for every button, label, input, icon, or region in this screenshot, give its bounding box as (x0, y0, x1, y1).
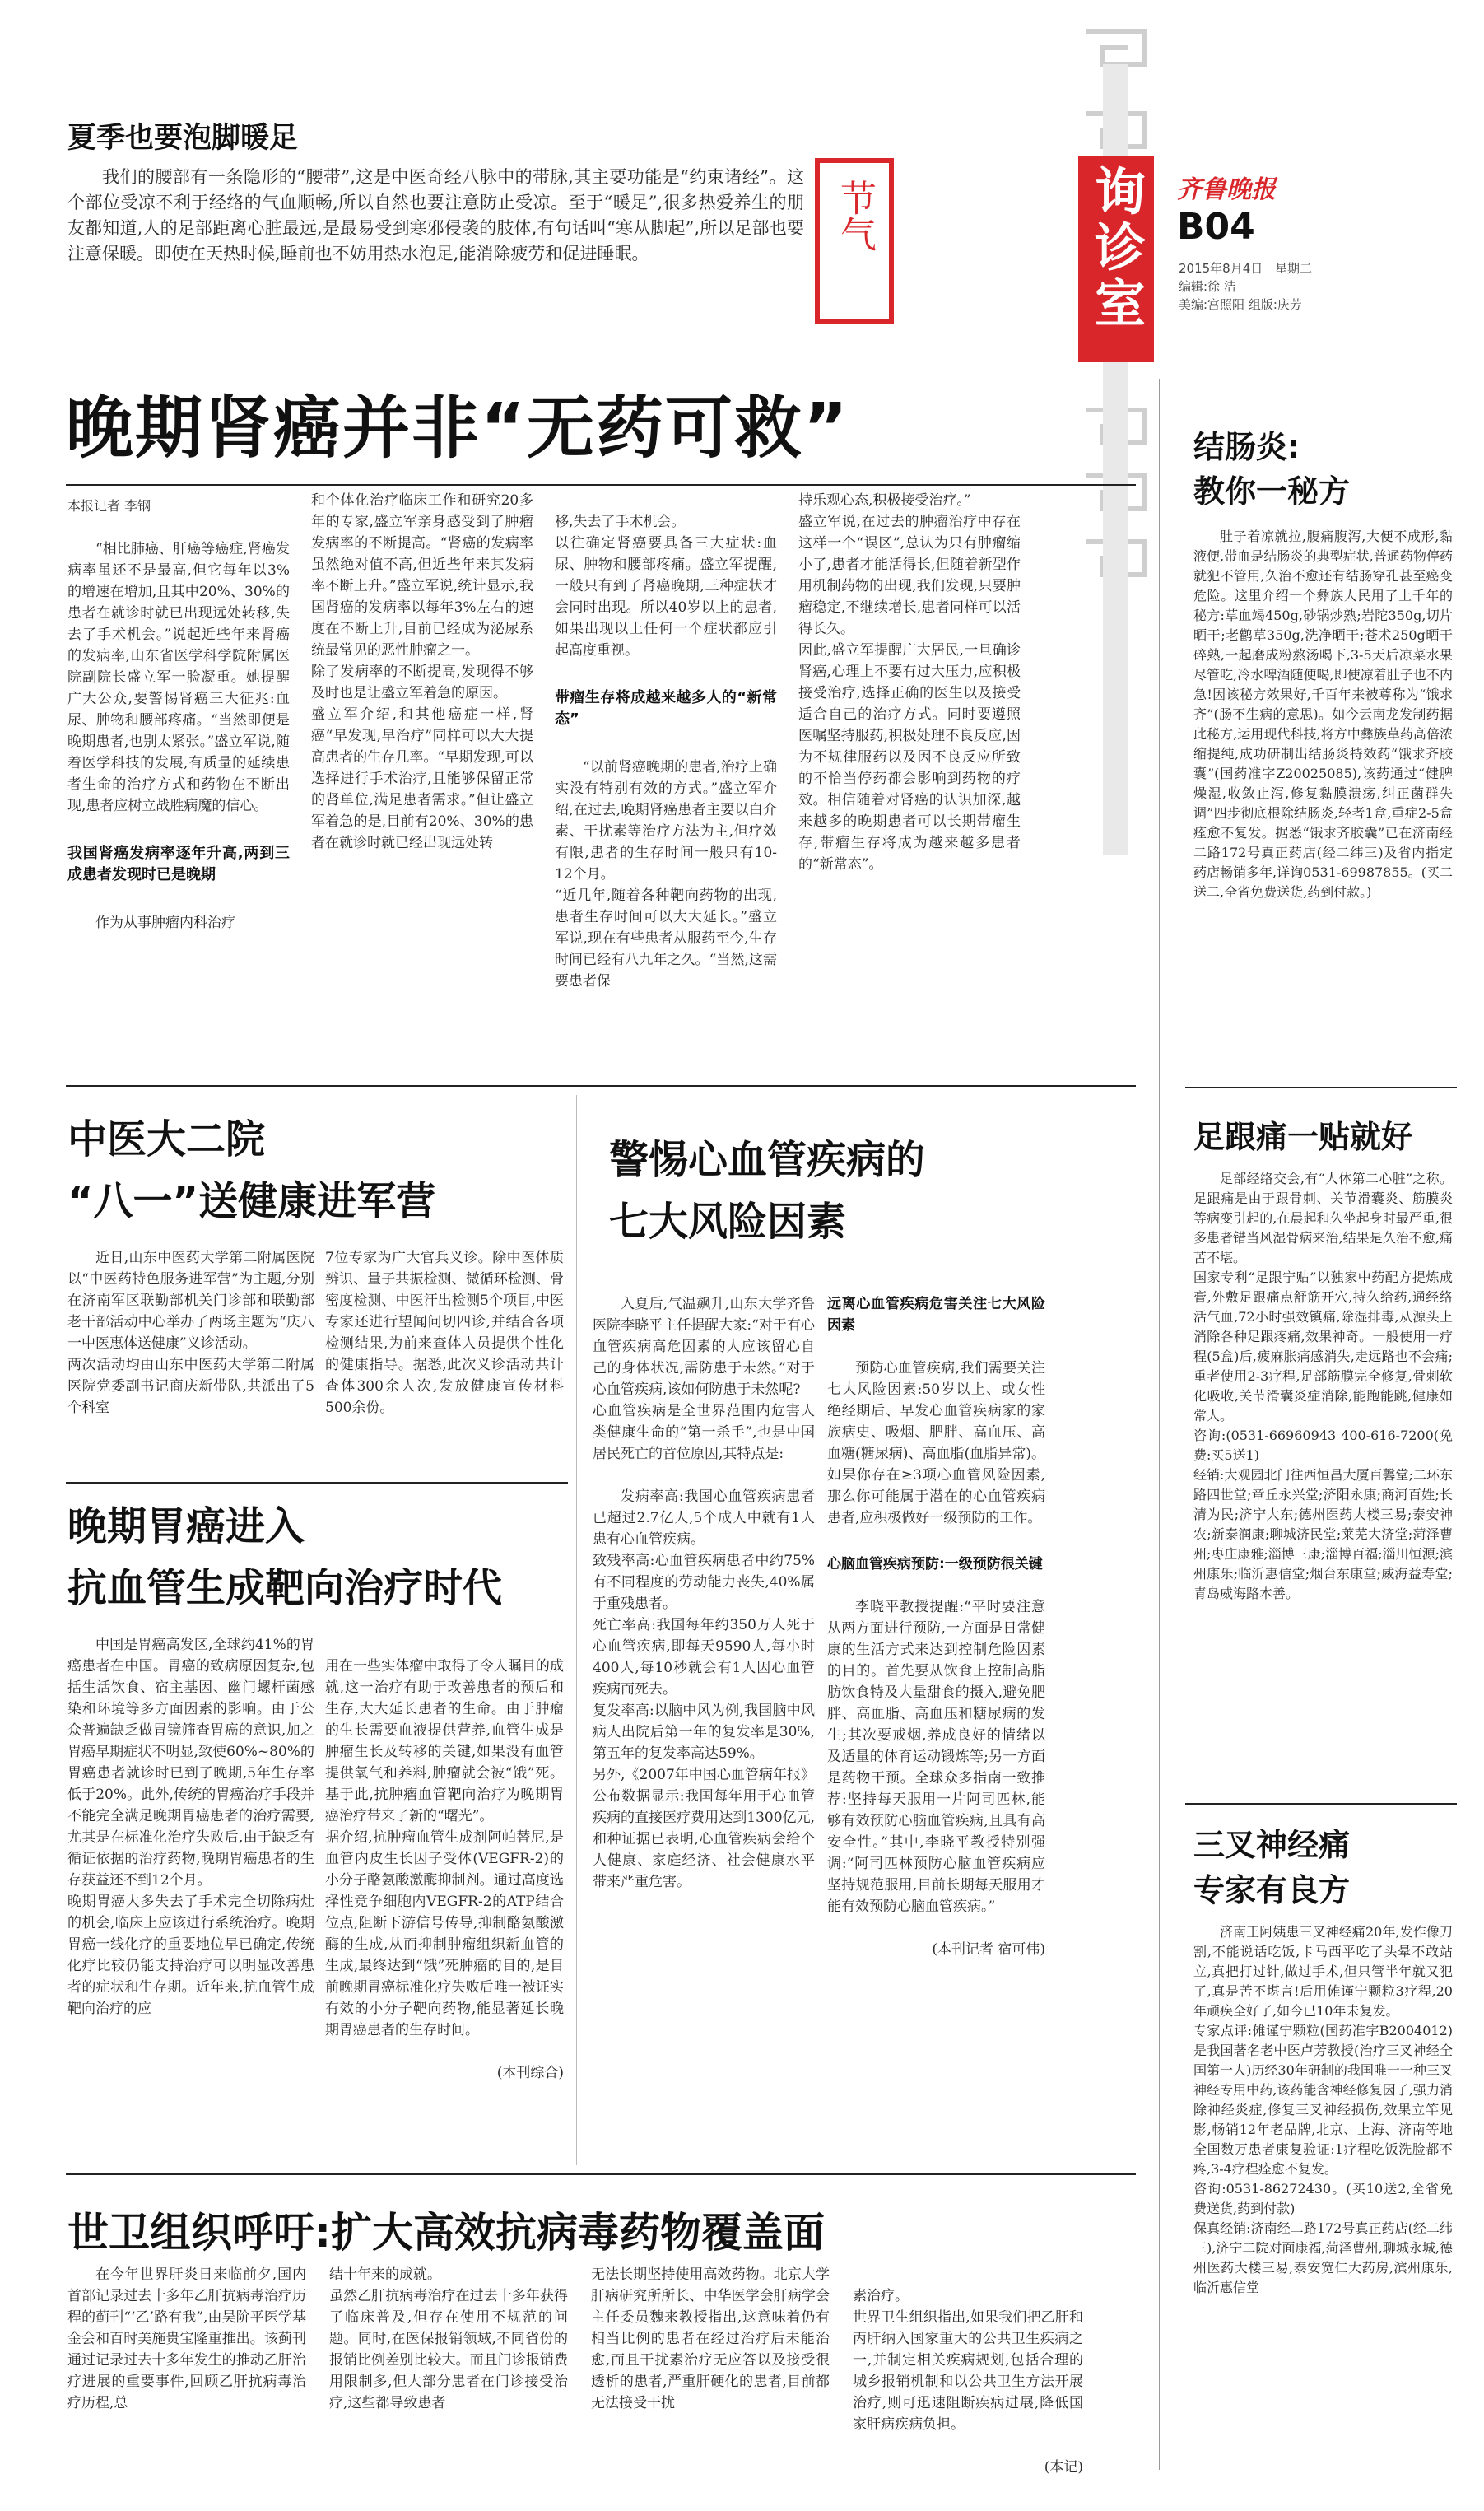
cardio-col-2 (827, 1272, 1045, 2165)
kidney-col1-tail: 作为从事肿瘤内科治疗 (95, 915, 235, 931)
army-col-2: 7位专家为广大官兵义诊。除中医体质辨识、量子共振检测、微循环检测、骨密度检测、中医汗出检测5个项目,中医专家还进行望闻问切四诊,并结合各项检测结果,为前来查体人员提供个性化的健康指导。据悉,此次义诊活动共计查体300余人次,发放健康宣传材料500余份。 (325, 1250, 564, 1416)
stomach-col2-text: 用在一些实体瘤中取得了令人瞩目的成就,这一治疗有助于改善患者的预后和生存,大大延长患者的生命。由于肿瘤的生长需要血液提供营养,血管生成是肿瘤生长及转移的关键,如果没有血管提供氧气和养料,肿瘤就会被“饿”死。基于此,抗肿瘤血管靶向治疗为晚期胃癌治疗带来了新的“曙光”。 据介绍,抗肿瘤血管生成剂阿帕替尼,是血管内皮生长因子受体(VEGFR-2)的小分子酪氨酸激酶抑制剂。通过高度选择性竞争细胞内VEGFR-2的ATP结合位点,阻断下游信号传导,抑制酪氨酸激酶的生成,从而抑制肿瘤组织新血管的生成,最终达到“饿”死肿瘤的目的,是目前晚期胃癌标准化疗失败后唯一被证实有效的小分子靶向药物,能显著延长晚期胃癌患者的生存时间。 (325, 1658, 564, 2038)
design-credit: 美编:宫照阳 组版:庆芳 (1179, 297, 1302, 312)
foot-bath-title: 夏季也要泡脚暖足 (67, 122, 299, 155)
divider (66, 1482, 568, 1484)
divider (1185, 1087, 1457, 1088)
stomach-title-2: 抗血管生成靶向治疗时代 (67, 1565, 503, 1611)
kidney-subhead-2: 带瘤生存将成越来越多人的“新常态” (555, 689, 777, 728)
cardio-col1-text: 入夏后,气温飙升,山东大学齐鲁医院李晓平主任提醒大家:“对于有心血管疾病高危因素的人应该留心自己的身体状况,需防患于未然。”对于心血管疾病,该如何防患于未然呢? 心血管疾病是全世界范围内危害人类健康生命的“第一杀手”,也是中国居民死亡的首位原因,其特点是: (593, 1296, 815, 1462)
divider (66, 484, 1136, 486)
divider (66, 1085, 1136, 1087)
stomach-credit: (本刊综合) (496, 2065, 564, 2081)
right-column-rule (1159, 379, 1160, 2470)
column-rule (576, 1095, 577, 2165)
kidney-col1-text: “相比肺癌、肝癌等癌症,肾癌发病率虽还不是最高,但它每年以3%的增速在增加,且其中20%、30%的患者在就诊时就已出现远处转移,失去了手术机会。”说起近些年来肾癌的发病率,山东省医学科学院附属医院副院长盛立军一脸凝重。她提醒广大公众,要警惕肾癌三大征兆:血尿、肿物和腰部疼痛。“当然即便是晚期患者,也别太紧张。”盛立军说,随着医学科技的发展,有质量的延续患者生命的治疗方式和药物在不断出现,患者应树立战胜病魔的信心。 (67, 541, 290, 814)
colitis-title-2: 教你一秘方 (1193, 473, 1351, 510)
heel-title: 足跟痛一贴就好 (1193, 1119, 1413, 1155)
section-title: 询诊室 (1086, 165, 1147, 333)
who-col-1: 在今年世界肝炎日来临前夕,国内首部记录过去十多年乙肝抗病毒治疗历程的蓟刊“‘乙’路有我”,由吴阶平医学基金会和百时美施贵宝隆重推出。该蓟刊通过记录过去十多年发生的推动乙肝治疗进展的重要事件,回顾乙肝抗病毒治疗历程,总 (67, 2266, 306, 2411)
cardio-subhead-2: 心脑血管疾病预防:一级预防很关键 (827, 1556, 1043, 1572)
divider (1185, 1803, 1457, 1805)
greek-key-border-icon (1070, 15, 1161, 863)
colitis-body: 肚子着凉就拉,腹痛腹泻,大便不成形,黏液便,带血是结肠炎的典型症状,普通药物停药就犯不管用,久治不愈还有结肠穿孔甚至癌变危险。这里介绍一个彝族人民用了上千年的秘方:草血竭450g,砂锅炒熟;岩陀350g,切片晒干;老鹳草350g,洗净晒干;苍术250g晒干碎熟,一起磨成粉熬汤喝下,3-5天后凉菜水果尽管吃,冷水啤酒随便喝,即使凉着肚子也不内急!因该秘方效果好,千百年来被尊称为“饿求齐”(肠不生病的意思)。如今云南龙发制药据此秘方,运用现代科技,将方中彝族草药高倍浓缩提纯,成功研制出结肠炎特效药“饿求齐胶囊”(国药准字Z20025085),该药通过“健脾燥湿,收敛止泻,修复黏膜溃疡,纠正菌群失调”四步彻底根除结肠炎,轻者1盒,重症2-5盒痊愈不复发。据悉“饿求齐胶囊”已在济南经二路172号真正药店(经二纬三)及省内指定药店畅销多年,详询0531-69987855。(买二送二,全省免费送货,药到付款。) (1193, 529, 1453, 900)
stomach-col-2 (325, 1634, 564, 2169)
trigeminal-body: 济南王阿姨患三叉神经痛20年,发作像刀割,不能说话吃饭,卡马西平吃了头晕不敢站立,真把打过针,做过手术,但只管半年就又犯了,真是苦不堪言!后用傩谨宁颗粒3疗程,20年顽疾全好了,如今已10年未复发。 专家点评:傩谨宁颗粒(国药准字B2004012)是我国著名老中医卢芳教授(治疗三叉神经全国第一人)历经30年研制的我国唯一一种三叉神经专用中药,该药能含神经修复因子,强力消除神经炎症,修复三叉神经损伤,效果立竿见影,畅销12年老品牌,北京、上海、济南等地全国数万患者康复验证:1疗程吃饭洗脸都不疼,3-4疗程痊愈不复发。 咨询:0531-86272430。(买10送2,全省免费送货,药到付款) 保真经销:济南经二路172号真正药店(经二纬三),济宁二院对面康福,菏泽曹州,聊城永城,德州医药大楼三易,泰安宽仁大药房,滨州康乐,临沂惠信堂 (1193, 1924, 1453, 2295)
who-title: 世卫组织呼吁:扩大高效抗病毒药物覆盖面 (67, 2209, 825, 2257)
trigeminal-title-2: 专家有良方 (1193, 1872, 1351, 1908)
paper-logo: 齐鲁晚报 (1177, 175, 1276, 204)
page-code: B04 (1177, 206, 1255, 248)
kidney-subhead-1: 我国肾癌发病率逐年升高,两到三成患者发现时已是晚期 (67, 845, 290, 883)
stomach-title-1: 晚期胃癌进入 (67, 1503, 305, 1549)
editor: 编辑:徐 洁 (1179, 279, 1236, 294)
kidney-col3-text: 移,失去了手术机会。 以往确定肾癌要具备三大症状:血尿、肿物和腰部疼痛。盛立军提醒,一般只有到了肾癌晚期,三种症状才会同时出现。所以40岁以上的患者,如果出现以上任何一个症状都应引起高度重视。 (555, 514, 777, 659)
who-col-2: 结十年来的成就。 虽然乙肝抗病毒治疗在过去十多年获得了临床普及,但存在使用不规范的问题。同时,在医保报销领域,不同省份的报销比例差别比较大。而且门诊报销费用限制多,但大部分患者在门诊接受治疗,这些都导致患者 (329, 2266, 568, 2411)
issue-date (1179, 259, 1312, 314)
who-col4-text: 素治疗。 世界卫生组织指出,如果我们把乙肝和丙肝纳入国家重大的公共卫生疾病之一,并制定相关疾病规划,包括合理的城乡报销机制和以公共卫生方法开展治疗,则可迅速阻断疾病进展,降低国家肝病疾病负担。 (853, 2288, 1083, 2433)
section-title-box (1078, 156, 1154, 362)
cardio-col2-b: 李晓平教授提醒:“平时要注意从两方面进行预防,一方面是日常健康的生活方式来达到控制危险因素的目的。首先要从饮食上控制高脂肪饮食特及大量甜食的摄入,避免肥胖、高血脂、高血压和糖尿病的发生;其次要戒烟,养成良好的情绪以及适量的体育运动锻炼等;另一方面是药物干预。全球众多指南一致推荐:坚持每天服用一片阿司匹林,能够有效预防心脑血管疾病,且具有高安全性。”其中,李晓平教授特别强调:“阿司匹林预防心脑血管疾病应坚持规范服用,目前长期每天服用才能有效预防心脑血管疾病。” (827, 1599, 1045, 1915)
cardio-col-1 (593, 1272, 815, 2165)
kidney-col3-tail: “以前肾癌晚期的患者,治疗上确实没有特别有效的方式。”盛立军介绍,在过去,晚期肾癌患者主要以白介素、干扰素等治疗方法为主,但疗效有限,患者的生存时间一般只有10-12个月。 “近几年,随着各种靶向药物的出现,患者生存时间可以大大延长。”盛立军说,现在有些患者从服药至今,生存时间已经有八九年之久。“当然,这需要患者保 (555, 759, 777, 990)
cardio-col2-a: 预防心血管疾病,我们需要关注七大风险因素:50岁以上、或女性绝经期后、早发心血管疾病家的家族病史、吸烟、肥胖、高血压、高血糖(糖尿病)、高血脂(血脂异常)。如果你存在≥3项心血管风险因素,那么你可能属于潜在的心血管疾病患者,应积极做好一级预防的工作。 (827, 1360, 1045, 1526)
army-title-2: “八一”送健康进军营 (67, 1178, 436, 1224)
who-col-4 (853, 2264, 1083, 2490)
season-tag-label: 节气 (834, 179, 876, 252)
colitis-title-1: 结肠炎: (1193, 429, 1300, 465)
cardio-credit: (本刊记者 宿可伟) (932, 1941, 1045, 1958)
kidney-col-4: 持乐观心态,积极接受治疗。” 盛立军说,在过去的肿瘤治疗中存在这样一个“误区”,总认为只有肿瘤缩小了,患者才能活得长,但随着新型作用机制药物的出现,我们发现,只要肿瘤稳定,不继续增长,患者同样可以活得长久。 因此,盛立军提醒广大居民,一旦确诊肾癌,心理上不要有过大压力,应积极接受治疗,选择正确的医生以及接受适合自己的治疗方式。同时要遵照医嘱坚持服药,积极处理不良反应,因为不规律服药以及因不良反应所致的不恰当停药都会影响到药物的疗效。相信随着对肾癌的认识加深,越来越多的晚期患者可以长期带瘤生存,带瘤生存将成为越来越多患者的“新常态”。 (798, 492, 1021, 873)
decorative-frame (1070, 15, 1161, 863)
cardio-features: 发病率高:我国心血管疾病患者已超过2.7亿人,5个成人中就有1人患有心血管疾病。 致残率高:心血管疾病患者中约75%有不同程度的劳动能力丧失,40%属于重残患者。 死亡率高:我国每年约350万人死于心血管疾病,即每天9590人,每小时400人,每10秒就会有1人因心血管疾病而死去。 复发率高:以脑中风为例,我国脑中风病人出院后第一年的复发率是30%,第五年的复发率高达59%。 另外,《2007年中国心血管病年报》公布数据显示:我国每年用于心血管疾病的直接医疗费用达到1300亿元,和种证据已表明,心血管疾病会给个人健康、家庭经济、社会健康水平带来严重危害。 (593, 1488, 815, 1890)
who-col-3: 无法长期坚持使用高效药物。北京大学肝病研究所所长、中华医学会肝病学会主任委员魏来教授指出,这意味着仍有相当比例的患者在经过治疗后未能治愈,而且干扰素治疗无应答以及接受很透析的患者,严重肝硬化的患者,目前都无法接受干扰 (591, 2266, 830, 2411)
kidney-byline: 本报记者 李钢 (67, 498, 151, 514)
heel-body: 足部经络交会,有“人体第二心脏”之称。足跟痛是由于跟骨刺、关节滑囊炎、筋膜炎等病变引起的,在晨起和久坐起身时最严重,很多患者错当风湿骨病来治,结果是久治不愈,痛苦不堪。 国家专利“足跟宁贴”以独家中药配方提炼成膏,外敷足跟痛点舒筋开穴,持久给药,通经络活气血,72小时强效镇痛,除湿排毒,从源头上消除各种足跟疼痛,效果神奇。一般使用一疗程(5盒)后,疲麻胀痛感消失,走远路也不会痛;重者使用2-3疗程,足部筋膜完全修复,骨刺软化吸收,关节滑囊炎症消除,能跑能跳,健康如常人。 咨询:(0531-66960943 400-616-7200(免费:买5送1) 经销:大观园北门往西恒昌大厦百馨堂;二环东路四世堂;章丘永兴堂;济阳永康;商河百姓;长清为民;济宁大东;德州医药大楼三易;泰安神农;新泰润康;聊城济民堂;莱芜大济堂;菏泽曹州;枣庄康雅;淄博三康;淄博百福;淄川恒源;滨州康乐;临沂惠信堂;烟台东康堂;威海益寿堂;青岛威海路本善。 (1193, 1171, 1453, 1601)
season-tag (815, 158, 894, 324)
divider (66, 2173, 1136, 2175)
kidney-col-2: 和个体化治疗临床工作和研究20多年的专家,盛立军亲身感受到了肿瘤发病率的不断提高。“肾癌的发病率虽然绝对值不高,但近些年来其发病率不断上升。”盛立军说,统计显示,我国肾癌的发病率以每年3%左右的速度在不断上升,目前已经成为泌尿系统最常见的恶性肿瘤之一。 除了发病率的不断提高,发现得不够及时也是让盛立军着急的原因。 盛立军介绍,和其他癌症一样,肾癌“早发现,早治疗”同样可以大大提高患者的生存几率。“早期发现,可以选择进行手术治疗,且能够保留正常的肾单位,满足患者需求。”但让盛立军着急的是,目前有20%、30%的患者在就诊时就已经出现远处转 (311, 492, 533, 851)
weekday: 星期二 (1275, 261, 1313, 276)
army-title-1: 中医大二院 (67, 1116, 266, 1162)
kidney-col-1 (67, 517, 290, 1060)
cardio-subhead-1: 远离心血管疾病危害关注七大风险因素 (827, 1296, 1045, 1334)
kidney-title: 晚期肾癌并非“无药可救” (66, 389, 849, 468)
cardio-title-2: 七大风险因素 (609, 1199, 847, 1245)
foot-bath-body: 我们的腰部有一条隐形的“腰带”,这是中医奇经八脉中的带脉,其主要功能是“约束诸经”。这个部位受凉不利于经络的气血顺畅,所以自然也要注意防止受凉。至于“暖足”,很多热爱养生的朋友都知道,人的足部距离心脏最远,是最易受到寒邪侵袭的肢体,有句话叫“寒从脚起”,所以足部也要注意保暖。即使在天热时候,睡前也不妨用热水泡足,能消除疲劳和促进睡眠。 (67, 167, 804, 263)
stomach-col-1: 中国是胃癌高发区,全球约41%的胃癌患者在中国。胃癌的致病原因复杂,包括生活饮食、宿主基因、幽门螺杆菌感染和环境等多方面因素的影响。由于公众普遍缺乏做胃镜筛查胃癌的意识,加之胃癌早期症状不明显,致使60%~80%的胃癌患者就诊时已到了晚期,5年生存率低于20%。此外,传统的胃癌治疗手段并不能完全满足晚期胃癌患者的治疗需要,尤其是在标准化治疗失败后,由于缺乏有循证依据的治疗药物,晚期胃癌患者的生存获益还不到12个月。 晚期胃癌大多失去了手术完全切除病灶的机会,临床上应该进行系统治疗。晚期胃癌一线化疗的重要地位早已确定,传统化疗比较仍能支持治疗可以明显改善患者的症状和生存期。近年来,抗血管生成靶向治疗的应 (67, 1637, 314, 2017)
kidney-col-3 (555, 490, 777, 1062)
army-col-1: 近日,山东中医药大学第二附属医院以“中医药特色服务进军营”为主题,分别在济南军区联勤部机关门诊部和联勤部老干部活动中心举办了两场主题为“庆八一中医惠体送健康”义诊活动。 两次活动均由山东中医药大学第二附属医院党委副书记商庆新带队,共派出了5个科室 (67, 1250, 314, 1416)
trigeminal-title-1: 三叉神经痛 (1193, 1827, 1351, 1863)
cardio-title-1: 警惕心血管疾病的 (609, 1137, 926, 1183)
date: 2015年8月4日 (1179, 261, 1263, 276)
who-credit: (本记) (1044, 2459, 1083, 2476)
